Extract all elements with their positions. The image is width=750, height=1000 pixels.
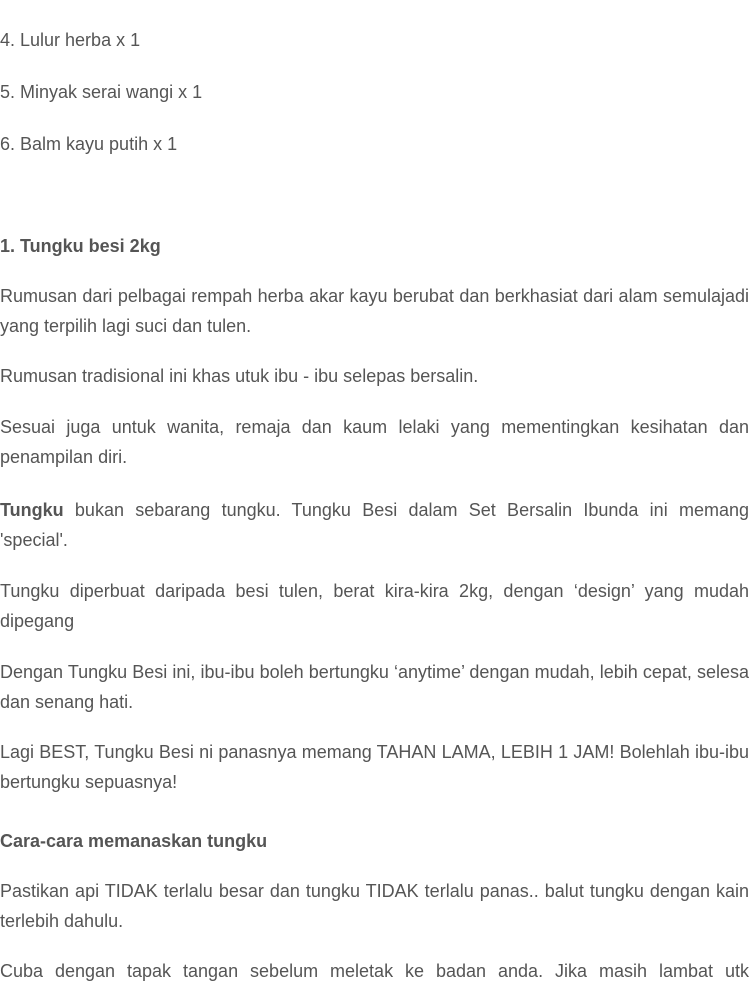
paragraph-text: bukan sebarang tungku. Tungku Besi dalam Set Bersalin Ibunda ini memang 'special'.	[0, 500, 749, 550]
list-item: 5. Minyak serai wangi x 1	[0, 82, 203, 102]
paragraph: Rumusan tradisional ini khas utuk ibu - ibu selepas bersalin.	[0, 366, 479, 386]
list-item: 6. Balm kayu putih x 1	[0, 134, 178, 154]
subheading: Cara-cara memanaskan tungku	[0, 831, 268, 851]
paragraph: Sesuai juga untuk wanita, remaja dan kaum lelaki yang mementingkan kesihatan dan penampilan diri.	[0, 417, 749, 467]
section-heading: 1. Tungku besi 2kg	[0, 236, 161, 256]
paragraph: Lagi BEST, Tungku Besi ni panasnya memang TAHAN LAMA, LEBIH 1 JAM! Bolehlah ibu-ibu bertungku sepuasnya!	[0, 742, 749, 792]
list-item: 4. Lulur herba x 1	[0, 30, 141, 50]
bold-term: Tungku	[0, 500, 64, 520]
paragraph: Tungku diperbuat daripada besi tulen, berat kira-kira 2kg, dengan ‘design’ yang mudah dipegang	[0, 581, 749, 631]
paragraph: Cuba dengan tapak tangan sebelum meletak ke badan anda. Jika masih lambat utk	[0, 961, 749, 981]
paragraph: Rumusan dari pelbagai rempah herba akar kayu berubat dan berkhasiat dari alam semulajadi yang terpilih lagi suci dan tulen.	[0, 286, 749, 336]
paragraph	[0, 495, 749, 555]
paragraph: Dengan Tungku Besi ini, ibu-ibu boleh bertungku ‘anytime’ dengan mudah, lebih cepat, selesa dan senang hati.	[0, 662, 749, 712]
paragraph: Pastikan api TIDAK terlalu besar dan tungku TIDAK terlalu panas.. balut tungku dengan kain terlebih dahulu.	[0, 881, 749, 931]
